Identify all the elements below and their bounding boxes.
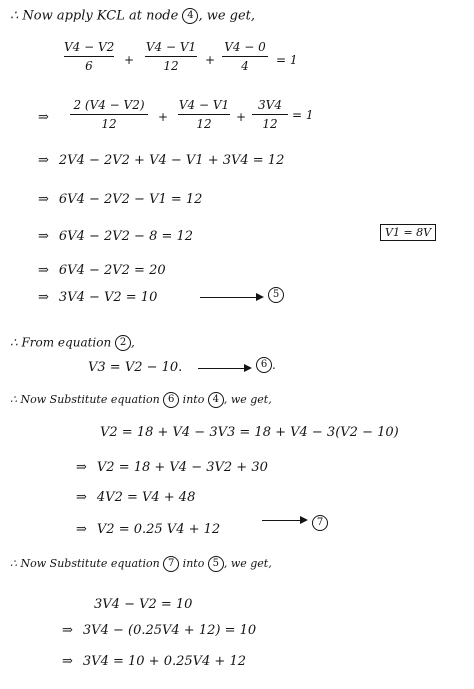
fraction-bar <box>70 114 148 115</box>
implies-arrow: ⇒ <box>38 110 49 125</box>
implies-arrow: ⇒ <box>38 229 49 244</box>
fraction-2-denominator: 12 <box>163 59 179 73</box>
fraction-6 <box>252 98 288 131</box>
equation-label <box>256 354 276 373</box>
fraction-3-denominator: 4 <box>241 59 249 73</box>
fraction-5-denominator: 12 <box>196 117 212 131</box>
equation-text: 6V4 − 2V2 = 20 <box>58 263 166 278</box>
substitute-text: ∴ Now Substitute equation <box>10 393 160 406</box>
equals-one: = 1 <box>292 108 314 122</box>
equation-number-circle: 7 <box>163 556 179 572</box>
fraction-1 <box>64 40 114 73</box>
implies-arrow: ⇒ <box>76 460 87 475</box>
equation-text: 6V4 − 2V2 − V1 = 12 <box>58 192 203 207</box>
fraction-bar <box>222 56 268 57</box>
from-equation-line <box>10 335 135 351</box>
substitute-text: ∴ Now Substitute equation <box>10 557 160 570</box>
equation-line <box>62 623 256 638</box>
equation-line <box>38 192 202 207</box>
implies-arrow: ⇒ <box>38 263 49 278</box>
implies-arrow: ⇒ <box>38 290 49 305</box>
fraction-5-numerator: V4 − V1 <box>178 98 230 112</box>
fraction-2 <box>145 40 197 73</box>
we-get-text: , we get, <box>223 557 272 570</box>
equals-one: = 1 <box>276 53 298 67</box>
equation-number-circle: 6 <box>163 392 179 408</box>
equation-number-circle: 7 <box>312 515 328 531</box>
equation-text: 2V4 − 2V2 + V4 − V1 + 3V4 = 12 <box>58 153 285 168</box>
into-text: into <box>182 393 205 406</box>
equation-number-circle: 6 <box>256 357 272 373</box>
long-arrow-icon <box>200 297 262 298</box>
fraction-1-denominator: 6 <box>85 59 93 73</box>
equation-text: V2 = 0.25 V4 + 12 <box>96 522 221 537</box>
into-text: into <box>182 557 205 570</box>
fraction-6-numerator: 3V4 <box>258 98 282 112</box>
v2-substitution-equation: V2 = 18 + V4 − 3V3 = 18 + V4 − 3(V2 − 10) <box>100 425 399 440</box>
equation-number-circle: 5 <box>268 287 284 303</box>
implies-arrow: ⇒ <box>76 490 87 505</box>
equation-text: 3V4 = 10 + 0.25V4 + 12 <box>82 654 246 669</box>
equation-text: V2 = 18 + V4 − 3V2 + 30 <box>96 460 268 475</box>
fraction-2-numerator: V4 − V1 <box>145 40 197 54</box>
fraction-4 <box>70 98 148 131</box>
fraction-bar <box>145 56 197 57</box>
equation-number-circle: 2 <box>115 335 131 351</box>
plus-sign: + <box>236 110 247 124</box>
equation-label <box>312 512 328 531</box>
equation-13: 3V4 − V2 = 10 <box>94 597 193 612</box>
equation-number-circle: 5 <box>208 556 224 572</box>
we-get-text: , we get, <box>223 393 272 406</box>
implies-arrow: ⇒ <box>62 654 73 669</box>
period: . <box>272 358 276 372</box>
implies-arrow: ⇒ <box>38 192 49 207</box>
equation-line <box>38 229 193 244</box>
fraction-4-denominator: 12 <box>101 117 117 131</box>
fraction-bar <box>252 114 288 115</box>
kcl-intro-text: ∴ Now apply KCL at node <box>10 8 179 24</box>
equation-text: 3V4 − V2 = 10 <box>58 290 158 305</box>
given-v1-box: V1 = 8V <box>380 224 436 241</box>
fraction-6-denominator: 12 <box>262 117 278 131</box>
fraction-5 <box>178 98 230 131</box>
kcl-intro <box>10 8 255 24</box>
long-arrow-icon <box>198 368 250 369</box>
fraction-3-numerator: V4 − 0 <box>224 40 266 54</box>
comma: , <box>131 335 135 350</box>
implies-arrow: ⇒ <box>76 522 87 537</box>
equation-line <box>76 460 268 475</box>
substitute-line-2 <box>10 556 272 572</box>
fraction-bar <box>178 114 230 115</box>
fraction-3 <box>222 40 268 73</box>
equation-line <box>76 522 220 537</box>
equation-line <box>38 153 284 168</box>
equation-text: 6V4 − 2V2 − 8 = 12 <box>58 229 194 244</box>
plus-sign: + <box>124 53 135 67</box>
implies-arrow: ⇒ <box>38 153 49 168</box>
equation-label <box>268 284 284 303</box>
substitute-line-1 <box>10 392 272 408</box>
we-get-text: , we get, <box>198 8 256 24</box>
plus-sign: + <box>205 53 216 67</box>
fraction-4-numerator: 2 (V4 − V2) <box>73 98 145 112</box>
equation-line <box>38 290 157 305</box>
long-arrow-icon <box>262 520 306 521</box>
node-number-circle: 4 <box>182 8 198 24</box>
implies-arrow: ⇒ <box>62 623 73 638</box>
v3-equation: V3 = V2 − 10. <box>88 360 183 375</box>
equation-line <box>38 263 166 278</box>
plus-sign: + <box>158 110 169 124</box>
equation-text: 4V2 = V4 + 48 <box>96 490 196 505</box>
equation-text: 3V4 − (0.25V4 + 12) = 10 <box>82 623 257 638</box>
fraction-1-numerator: V4 − V2 <box>64 40 115 54</box>
equation-line <box>62 654 246 669</box>
equation-number-circle: 4 <box>208 392 224 408</box>
fraction-bar <box>64 56 114 57</box>
from-equation-text: ∴ From equation <box>10 335 112 350</box>
equation-line <box>76 490 195 505</box>
